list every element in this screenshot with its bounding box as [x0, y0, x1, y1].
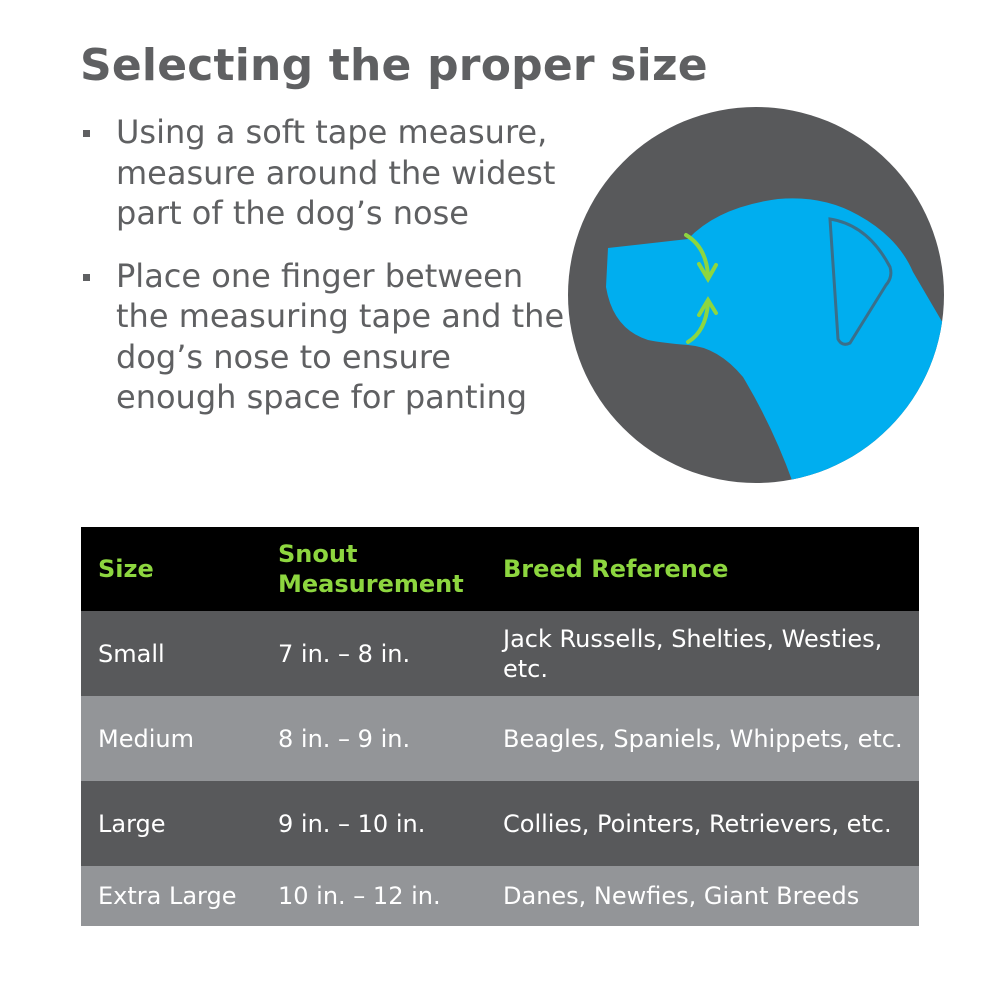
table-row	[81, 866, 919, 926]
column-header-snout-measurement: Snout Measurement	[261, 527, 486, 611]
table-row	[81, 781, 919, 866]
bullet-square-icon	[83, 130, 90, 137]
instruction-list	[80, 112, 580, 440]
instruction-text: Using a soft tape measure, measure around the widest part of the dog’s nose	[116, 113, 556, 232]
instruction-item	[80, 112, 580, 234]
size-cell: Large	[81, 781, 261, 866]
size-cell: Small	[81, 611, 261, 696]
breed-cell: Jack Russells, Shelties, Westies, etc.	[486, 611, 919, 696]
size-table	[81, 527, 919, 926]
measurement-cell: 9 in. – 10 in.	[261, 781, 486, 866]
breed-cell: Beagles, Spaniels, Whippets, etc.	[486, 696, 919, 781]
measurement-cell: 7 in. – 8 in.	[261, 611, 486, 696]
column-header-breed-reference: Breed Reference	[486, 527, 919, 611]
size-cell: Extra Large	[81, 866, 261, 926]
breed-cell: Collies, Pointers, Retrievers, etc.	[486, 781, 919, 866]
breed-cell: Danes, Newfies, Giant Breeds	[486, 866, 919, 926]
table-row	[81, 696, 919, 781]
instruction-item	[80, 256, 580, 418]
table-header-row	[81, 527, 919, 611]
dog-head-illustration	[568, 107, 944, 483]
table-row	[81, 611, 919, 696]
measurement-cell: 10 in. – 12 in.	[261, 866, 486, 926]
size-cell: Medium	[81, 696, 261, 781]
measurement-cell: 8 in. – 9 in.	[261, 696, 486, 781]
column-header-size: Size	[81, 527, 261, 611]
page-title: Selecting the proper size	[80, 40, 708, 91]
bullet-square-icon	[83, 274, 90, 281]
instruction-text: Place one finger between the measuring tape and the dog’s nose to ensure enough space for panting	[116, 256, 565, 416]
